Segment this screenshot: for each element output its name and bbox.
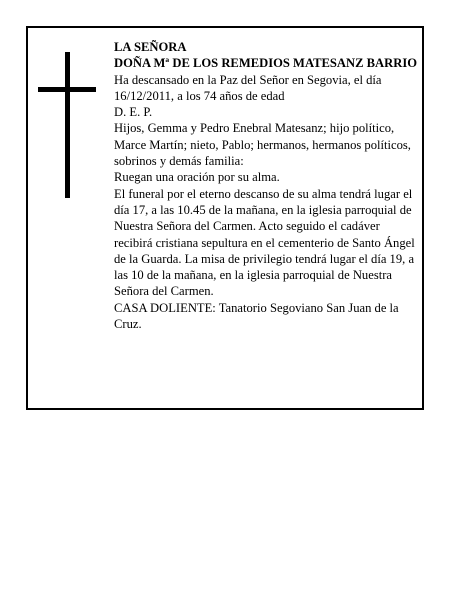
rip-line: D. E. P. — [114, 105, 153, 120]
deceased-name: DOÑA Mª DE LOS REMEDIOS MATESANZ BARRIO — [114, 56, 418, 71]
prayer-request: Ruegan una oración por su alma. — [114, 170, 280, 185]
cross-vertical-bar — [65, 52, 70, 198]
latin-cross-icon — [38, 52, 96, 198]
funeral-home: CASA DOLIENTE: Tanatorio Segoviano San Juan de la Cruz. — [114, 300, 399, 332]
passing-announcement: Ha descansado en la Paz del Señor en Segovia, el día 16/12/2011, a los 74 años de edad — [114, 72, 382, 103]
obituary-title: LA SEÑORA — [114, 40, 187, 54]
obituary-text — [114, 39, 420, 332]
cross-horizontal-bar — [38, 87, 96, 92]
funeral-details: El funeral por el eterno descanso de su alma tendrá lugar el día 17, a las 10.45 de la mañana, en la iglesia parroquial de Nuestra Señora del Carmen. Acto seguido el cadáver recibirá cristiana sepultura en el cementerio de Santo Ángel de la Guarda. La misa de privilegio tendrá lugar el día 19, a las 10 de la mañana, en la iglesia parroquial de Nuestra Señora del Carmen. — [114, 186, 415, 299]
family-list: Hijos, Gemma y Pedro Enebral Matesanz; hijo político, Marce Martín; nieto, Pablo; hermanos, hermanos políticos, sobrinos y demás familia: — [114, 121, 411, 169]
